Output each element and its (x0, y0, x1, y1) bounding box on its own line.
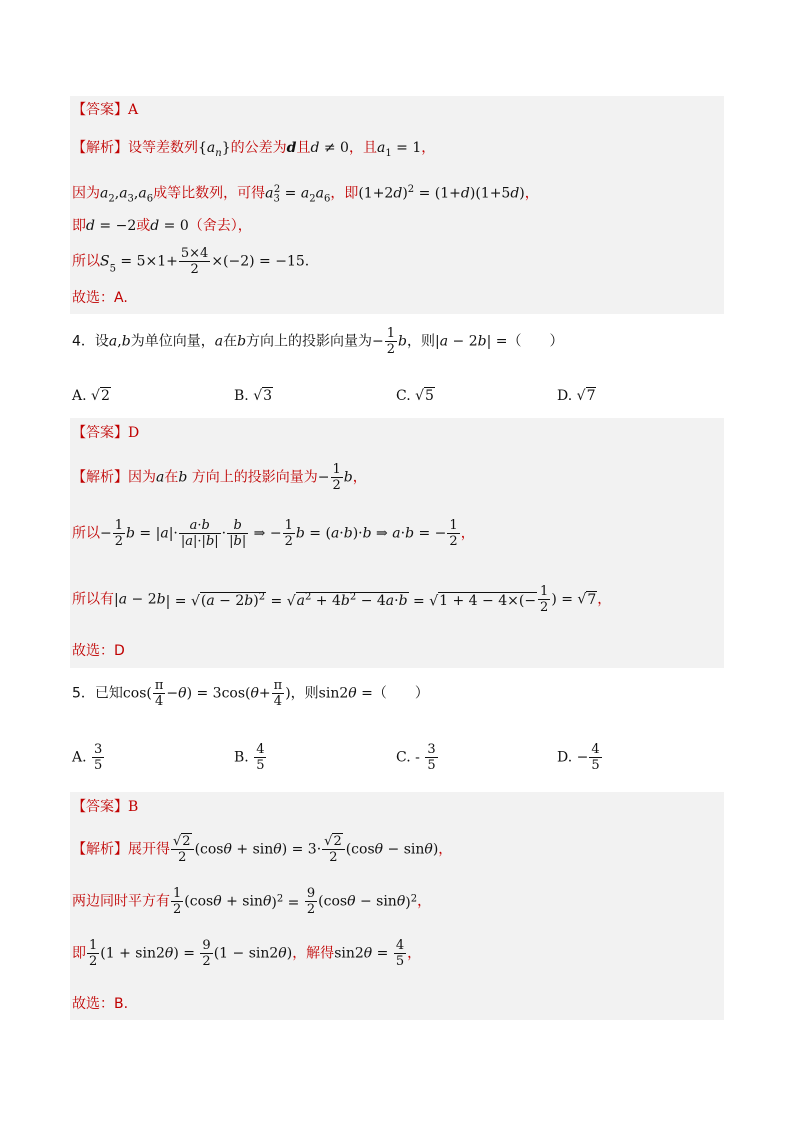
q4-option-a[interactable]: A. √2 (72, 388, 110, 404)
q4-answer: 【答案】D (72, 425, 140, 441)
q4-analysis-line1: 【解析】因为a在b 方向上的投影向量为− $\frac{1}{2}$ b， (72, 462, 367, 493)
q4-option-c[interactable]: C. √5 (396, 388, 434, 404)
q5-analysis-line3: 即 $\frac{1}{2}$ (1 + sin2θ) = $\frac{9}{2}$ (1 − sin2θ)，解得sin2θ = $\frac{4}{5}$ ， (72, 938, 422, 969)
q4-stem: 4．设a,b为单位向量，a在b方向上的投影向量为− $\frac{1}{2}$ b，则|a − 2b| =（ ） (72, 326, 564, 357)
q5-conclusion: 故选：B. (72, 996, 129, 1012)
q5-option-a[interactable]: A. $\frac{3}{5}$ (72, 742, 103, 773)
q4-option-d[interactable]: D. √7 (557, 388, 596, 404)
q5-option-b[interactable]: B. $\frac{4}{5}$ (234, 742, 265, 773)
q5-analysis-line1: 【解析】展开得 $\frac{√2}{2}$ (cosθ + sinθ) = 3· $\frac{√2}{2}$ (cosθ − sinθ)， (72, 834, 453, 865)
q5-option-d[interactable]: D. − $\frac{4}{5}$ (557, 742, 600, 773)
q4-option-b[interactable]: B. √3 (234, 388, 273, 404)
q5-option-c[interactable]: C. - $\frac{3}{5}$ (396, 742, 436, 773)
q3-conclusion: 故选：A. (72, 290, 128, 306)
q5-stem: 5．已知cos( $\frac{\pi}{4}$ −θ) = 3cos(θ+ $\frac{\pi}{4}$ )，则sin2θ =（ ） (72, 678, 429, 709)
q4-analysis-line2: 所以− $\frac{1}{2}$ b = |a|· $\frac{a\cdot b}{|a|\cdot|b|}$ · $\frac{b}{|b|}$ ⇒ − $\frac{1}{2}$ b = (a·b)·b ⇒ a·b = − $\frac{1}{2}$ ， (72, 518, 475, 549)
q3-answer: 【答案】A (72, 102, 139, 118)
q4-conclusion: 故选：D (72, 643, 125, 659)
q3-analysis-line2: 因为$a_2,a_3,a_6$成等比数列，可得$a_3^2 = a_2a_6$，即$(1+2d)^2 = (1+d)(1+5d)$， (72, 184, 539, 205)
q5-analysis-line2: 两边同时平方有 $\frac{1}{2}$ $(\cos\theta + \sin\theta)^2$ = $\frac{9}{2}$ $(\cos\theta - \sin\theta)^2$， (72, 886, 432, 917)
q3-analysis-line4: 所以$S_5 = 5\times 1+$ $\frac{5\times 4}{2}$ ×(−2) = −15. (72, 246, 310, 277)
q5-answer: 【答案】B (72, 799, 139, 815)
q4-analysis-line3: 所以有$|a - 2b| = √(a - 2b)^2 = √a^2 + 4b^2 - 4a\cdot b = √1 + 4 - 4\times(-$ $\frac{1}{2}$ ) = √7， (72, 584, 612, 615)
q3-analysis-line3: 即d = −2或d = 0（舍去）， (72, 218, 252, 234)
q3-analysis-line1: 【解析】设等差数列$\{a_n\}$的公差为d且d ≠ 0，且$a_1 = 1$， (72, 140, 436, 159)
